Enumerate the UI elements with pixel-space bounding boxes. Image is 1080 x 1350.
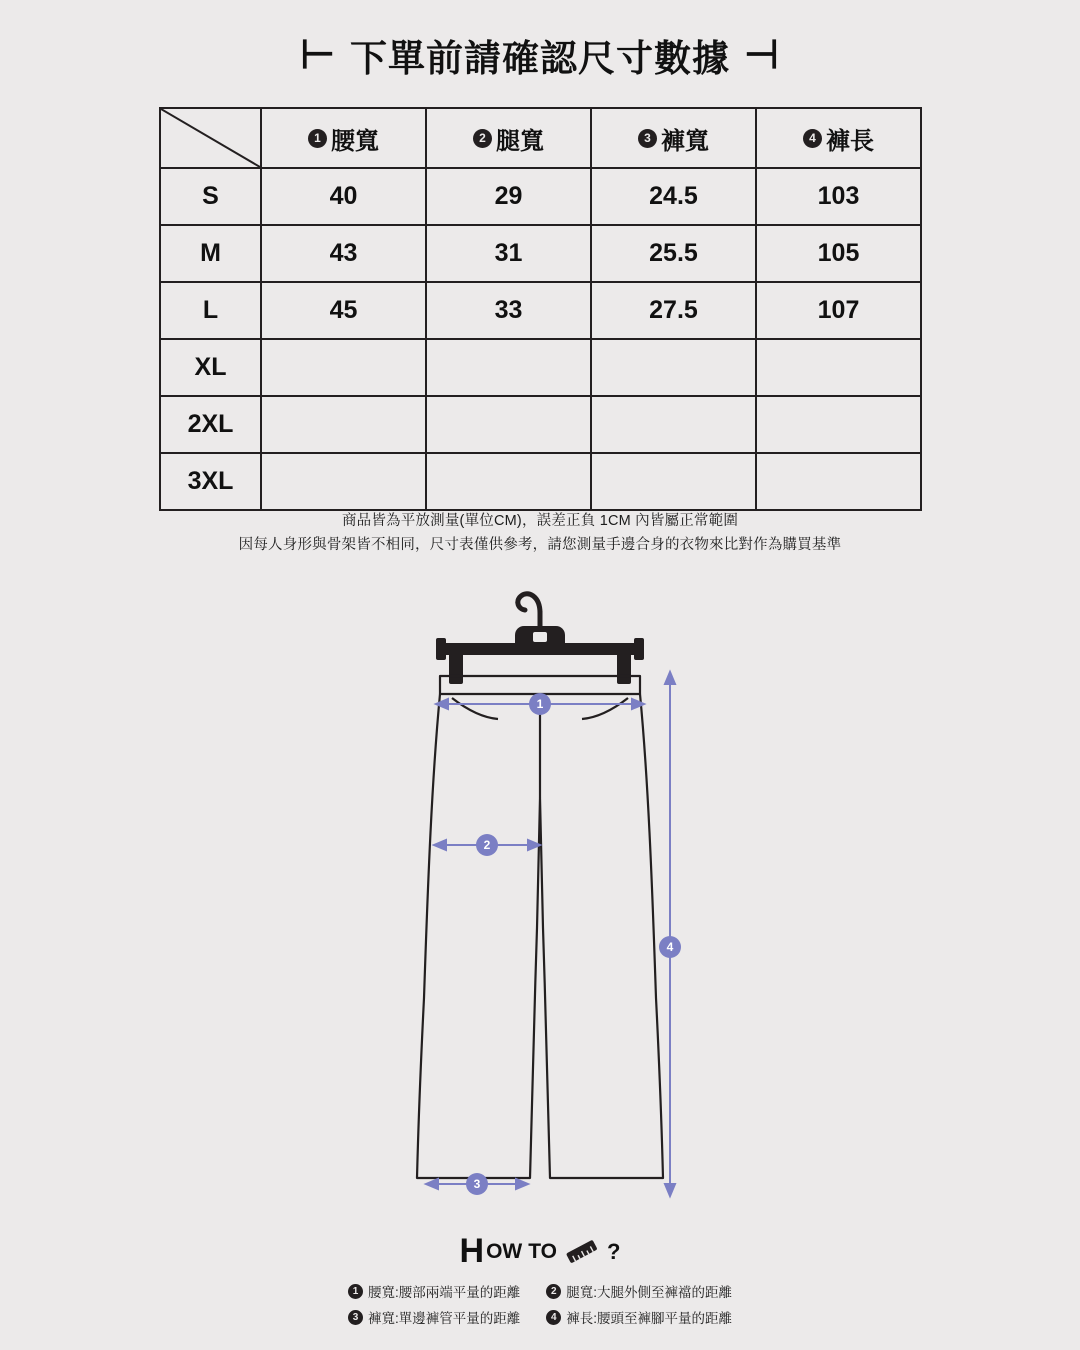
table-col-header-1-label: 腰寬 bbox=[331, 127, 379, 155]
cell-value: 103 bbox=[756, 168, 921, 225]
cell-value bbox=[591, 339, 756, 396]
table-col-header-3 bbox=[591, 108, 756, 168]
size-table-wrap bbox=[159, 107, 922, 511]
row-size-label: S bbox=[160, 168, 261, 225]
table-header-row bbox=[160, 108, 921, 168]
marker-1-badge: 1 bbox=[308, 129, 327, 148]
marker-1-label: 1 bbox=[536, 697, 544, 711]
diagonal-slash-icon bbox=[161, 109, 260, 167]
size-table bbox=[159, 107, 922, 511]
legend-item-3-text: 褲寬:單邊褲管平量的距離 bbox=[367, 1311, 521, 1326]
bracket-right-icon: ⊣ bbox=[744, 33, 780, 77]
table-col-header-2-label: 腿寬 bbox=[496, 127, 544, 155]
table-col-header-3-label: 褲寬 bbox=[661, 127, 709, 155]
cell-value bbox=[591, 453, 756, 510]
measurement-notes bbox=[0, 510, 1080, 558]
cell-value: 25.5 bbox=[591, 225, 756, 282]
legend-marker-2-badge: 2 bbox=[546, 1284, 561, 1299]
cell-value bbox=[426, 339, 591, 396]
pants-diagram bbox=[0, 578, 1080, 1218]
page-title-text: 下單前請確認尺寸數據 bbox=[350, 38, 730, 79]
table-row bbox=[160, 168, 921, 225]
bracket-left-icon: ⊢ bbox=[300, 33, 336, 77]
howto-legend bbox=[0, 1281, 1080, 1333]
cell-value bbox=[261, 396, 426, 453]
page-title bbox=[300, 28, 780, 82]
cell-value: 29 bbox=[426, 168, 591, 225]
measurement-arrows bbox=[426, 672, 675, 1196]
measurement-note-2: 因每人身形與骨架皆不相同，尺寸表僅供參考，請您測量手邊合身的衣物來比對作為購買基準 bbox=[238, 536, 842, 553]
table-row bbox=[160, 225, 921, 282]
cell-value bbox=[756, 339, 921, 396]
cell-value: 40 bbox=[261, 168, 426, 225]
table-row bbox=[160, 453, 921, 510]
row-size-label: M bbox=[160, 225, 261, 282]
legend-marker-4-badge: 4 bbox=[546, 1310, 561, 1325]
cell-value: 45 bbox=[261, 282, 426, 339]
howto-ow: OW bbox=[486, 1239, 523, 1263]
cell-value bbox=[261, 339, 426, 396]
marker-4-label: 4 bbox=[666, 940, 674, 954]
legend-marker-1-badge: 1 bbox=[348, 1284, 363, 1299]
cell-value: 24.5 bbox=[591, 168, 756, 225]
legend-item-4-text: 褲長:腰頭至褲腳平量的距離 bbox=[566, 1311, 733, 1326]
cell-value bbox=[756, 396, 921, 453]
marker-3-label: 3 bbox=[473, 1177, 481, 1191]
howto-to: TO bbox=[528, 1239, 558, 1263]
hanger-icon bbox=[436, 594, 644, 684]
legend-item-3 bbox=[348, 1307, 520, 1327]
table-col-header-4 bbox=[756, 108, 921, 168]
cell-value: 107 bbox=[756, 282, 921, 339]
howto-heading bbox=[460, 1232, 621, 1271]
legend-item-1-text: 腰寬:腰部兩端平量的距離 bbox=[367, 1285, 521, 1300]
marker-2-badge: 2 bbox=[473, 129, 492, 148]
row-size-label: 3XL bbox=[160, 453, 261, 510]
table-row bbox=[160, 339, 921, 396]
cell-value: 31 bbox=[426, 225, 591, 282]
legend-item-1 bbox=[348, 1281, 520, 1301]
ruler-icon bbox=[565, 1240, 599, 1264]
row-size-label: 2XL bbox=[160, 396, 261, 453]
cell-value bbox=[591, 396, 756, 453]
marker-badges bbox=[466, 693, 681, 1195]
howto-heading-wrap bbox=[0, 1232, 1080, 1271]
table-row bbox=[160, 282, 921, 339]
page-title-wrap bbox=[0, 28, 1080, 82]
howto-h: H bbox=[459, 1232, 485, 1270]
legend-item-4 bbox=[546, 1307, 732, 1327]
cell-value: 43 bbox=[261, 225, 426, 282]
howto-legend-row bbox=[0, 1281, 1080, 1301]
cell-value: 27.5 bbox=[591, 282, 756, 339]
table-col-header-4-label: 褲長 bbox=[826, 127, 874, 155]
marker-3-badge: 3 bbox=[638, 129, 657, 148]
legend-item-2-text: 腿寬:大腿外側至褲襠的距離 bbox=[566, 1285, 733, 1300]
table-row bbox=[160, 396, 921, 453]
pants-outline bbox=[417, 676, 663, 1178]
table-col-header-2 bbox=[426, 108, 591, 168]
legend-marker-3-badge: 3 bbox=[348, 1310, 363, 1325]
measurement-note-1: 商品皆為平放測量(單位CM)，誤差正負 1CM 內皆屬正常範圍 bbox=[341, 513, 739, 529]
table-col-header-1 bbox=[261, 108, 426, 168]
cell-value bbox=[756, 453, 921, 510]
table-corner-cell bbox=[160, 108, 261, 168]
cell-value bbox=[426, 453, 591, 510]
pants-diagram-svg bbox=[0, 578, 1080, 1218]
cell-value bbox=[261, 453, 426, 510]
cell-value: 33 bbox=[426, 282, 591, 339]
cell-value: 105 bbox=[756, 225, 921, 282]
howto-legend-row bbox=[0, 1307, 1080, 1327]
marker-4-badge: 4 bbox=[803, 129, 822, 148]
row-size-label: L bbox=[160, 282, 261, 339]
legend-item-2 bbox=[546, 1281, 732, 1301]
howto-question-mark: ? bbox=[607, 1238, 621, 1264]
row-size-label: XL bbox=[160, 339, 261, 396]
marker-2-label: 2 bbox=[483, 838, 491, 852]
cell-value bbox=[426, 396, 591, 453]
